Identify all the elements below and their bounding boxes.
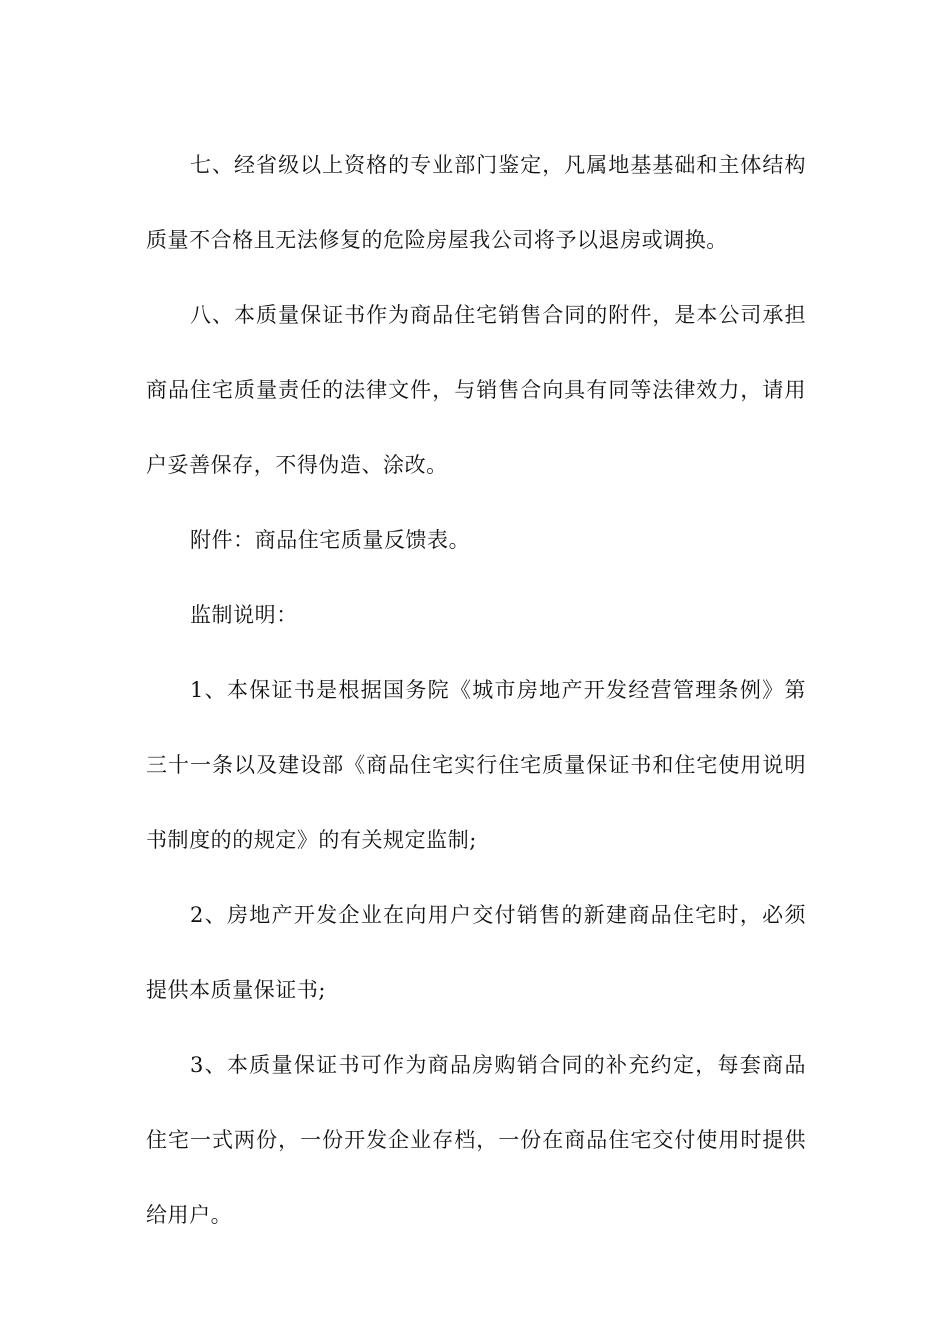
paragraph-supervision-heading: 监制说明：: [190, 603, 298, 627]
paragraph-note-3: 3、本质量保证书可作为商品房购销合同的补充约定，每套商品住宅一式两份，一份开发企业存档，一份在商品住宅交付使用时提供给用户。: [146, 1053, 806, 1227]
paragraph-clause-8: 八、本质量保证书作为商品住宅销售合同的附件，是本公司承担商品住宅质量责任的法律文件，与销售合向具有同等法律效力，请用户妥善保存，不得伪造、涂改。: [146, 303, 806, 477]
paragraph-note-1: 1、本保证书是根据国务院《城市房地产开发经营管理条例》第三十一条以及建设部《商品住宅实行住宅质量保证书和住宅使用说明书制度的的规定》的有关规定监制;: [146, 678, 806, 852]
document-body: [146, 128, 806, 1253]
paragraph-clause-7: 七、经省级以上资格的专业部门鉴定，凡属地基基础和主体结构质量不合格且无法修复的危险房屋我公司将予以退房或调换。: [146, 153, 806, 252]
paragraph-attachment: 附件：商品住宅质量反馈表。: [190, 528, 471, 552]
paragraph-note-2: 2、房地产开发企业在向用户交付销售的新建商品住宅时，必须提供本质量保证书;: [146, 903, 806, 1002]
